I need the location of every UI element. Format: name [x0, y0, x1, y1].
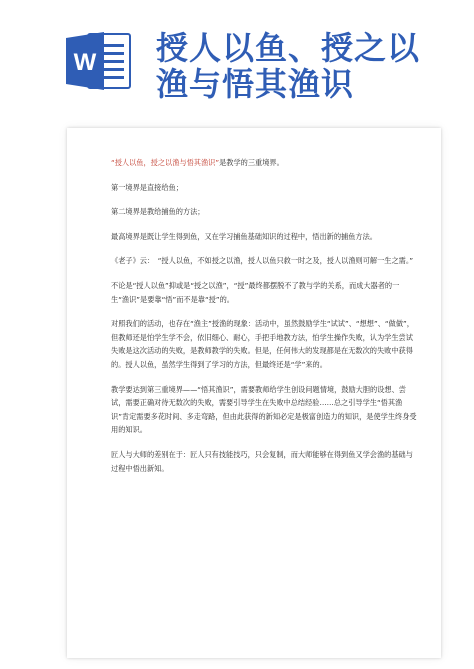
document-body	[111, 156, 417, 486]
title-line-2: 渔与悟其渔识	[156, 65, 355, 103]
paragraph-activity-reflection: 对照我们的活动，也存在“渔主”授渔的现象：活动中，虽然鼓励学生“试试”、“想想”、“做做”，但教师还是怕学生学不会，依旧细心、耐心，手把手地教方法，怕学生操作失败，认为学生尝试失败是这次活动的失败，是教师教学的失败。但是，任何伟大的发现都是在无数次的失败中获得的。授人以鱼，虽然学生得到了学习的方法，但最终还是“学”来的。	[111, 319, 414, 369]
paragraph-third-level: 教学要达到第三重境界——“悟其渔识”，需要教师给学生创设问题情境，鼓励大胆的设想、尝试，需要正确对待无数次的失败，需要引导学生在失败中总结经验……总之引导学生“悟其渔识”肯定需要多花时间、多走弯路，但由此获得的新知必定是极富创造力的知识，是使学生终身受用的知识。	[111, 384, 417, 435]
title-line-1: 授人以鱼、授之以	[156, 29, 421, 67]
svg-text:W: W	[73, 49, 97, 76]
paragraph-laozi-quote: 《老子》云： “授人以鱼，不如授之以渔，授人以鱼只救一时之及，授人以渔则可解一生之需。”	[111, 256, 414, 266]
paragraph-second-level: 第二境界是教给捕鱼的方法；	[111, 207, 205, 217]
word-document-icon	[66, 30, 132, 92]
paragraph-first-level: 第一境界是直接给鱼；	[111, 182, 183, 192]
header-banner	[0, 0, 474, 112]
page-title	[156, 30, 420, 102]
paragraph-teaching-relation: 不论是“授人以鱼”抑或是“授之以渔”，“授”最终都摆脱不了教与学的关系，而成大器者的一生“渔识”是要靠“悟”而不是靠“授”的。	[111, 280, 400, 304]
paragraph-craftsman-master: 匠人与大师的差别在于：匠人只有技能技巧，只会复制，而大师能够在得到鱼又学会渔的基础与过程中悟出新知。	[111, 449, 413, 473]
highlighted-phrase: “授人以鱼，授之以渔与悟其渔识”	[111, 158, 220, 167]
paragraph-intro: “授人以鱼，授之以渔与悟其渔识”是教学的三重境界。	[111, 158, 284, 167]
paragraph-highest-level: 最高境界是既让学生得到鱼，又在学习捕鱼基础知识的过程中，悟出新的捕鱼方法。	[111, 231, 377, 241]
